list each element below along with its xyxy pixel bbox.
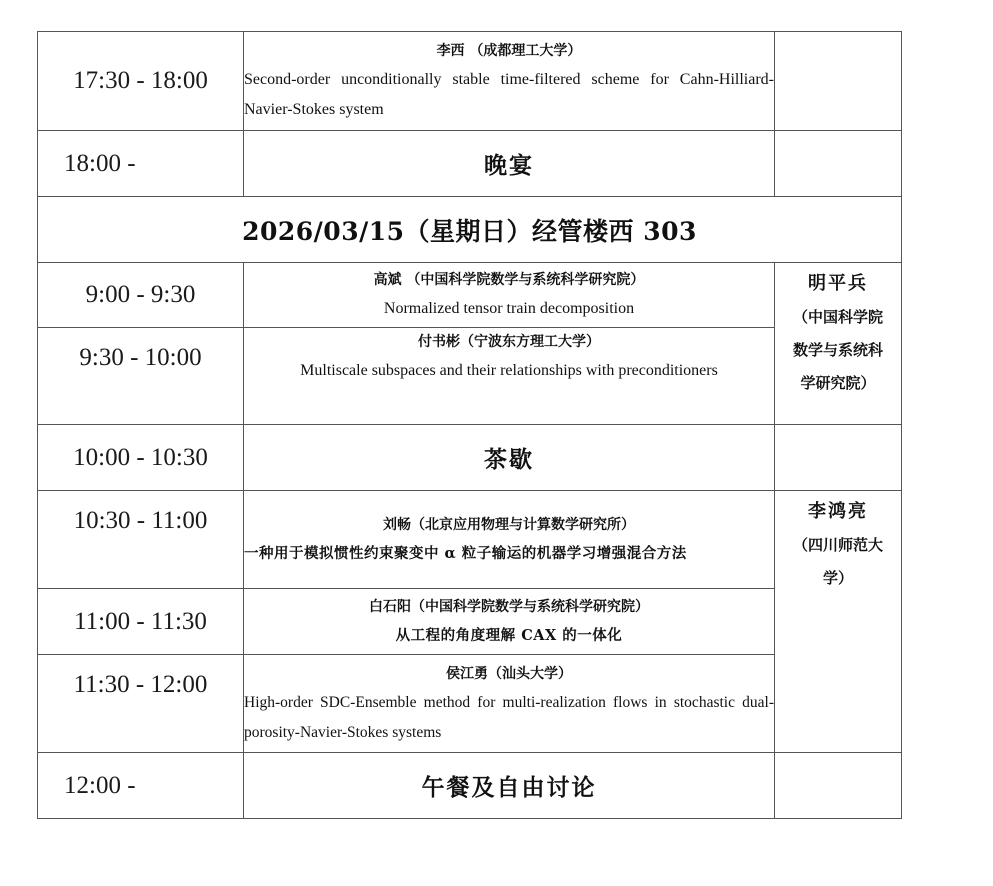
table-row xyxy=(38,32,902,131)
talk-cell xyxy=(244,589,775,655)
talk-title: 一种用于模拟惯性约束聚变中 α 粒子输运的机器学习增强混合方法 xyxy=(244,544,687,562)
table-row xyxy=(38,131,902,197)
tea-break-label: 茶歇 xyxy=(244,425,775,491)
time-cell: 10:30 - 11:00 xyxy=(38,491,244,589)
speaker: 高斌 （中国科学院数学与系统科学研究院） xyxy=(373,272,645,288)
table-row xyxy=(38,655,902,753)
time-cell: 12:00 - xyxy=(38,753,244,819)
lunch-label: 午餐及自由讨论 xyxy=(244,753,775,819)
time-cell: 11:30 - 12:00 xyxy=(38,655,244,753)
dinner-label: 晚宴 xyxy=(244,131,775,197)
talk-cell xyxy=(244,32,775,131)
session-chair xyxy=(775,491,902,753)
time-cell: 11:00 - 11:30 xyxy=(38,589,244,655)
time-cell: 18:00 - xyxy=(38,131,244,197)
speaker: 付书彬（宁波东方理工大学） xyxy=(418,334,600,350)
talk-title: Normalized tensor train decomposition xyxy=(383,300,635,317)
talk-title: Second-order unconditionally stable time-filtered scheme for Cahn-Hilliard-Navier-Stokes system xyxy=(244,71,774,118)
talk-cell xyxy=(244,655,775,753)
talk-title: High-order SDC-Ensemble method for multi-realization flows in stochastic dual-porosity-Navier-Stokes systems xyxy=(244,693,774,741)
time-cell: 10:00 - 10:30 xyxy=(38,425,244,491)
day-header: 2026/03/15（星期日）经管楼西 303 xyxy=(38,197,902,263)
chair-affiliation: （中国科学院数学与系统科学研究院） xyxy=(792,308,883,392)
chair-cell xyxy=(775,753,902,819)
session-chair xyxy=(775,263,902,425)
chair-name: 明平兵 xyxy=(808,273,868,294)
table-row xyxy=(38,263,902,328)
speaker: 白石阳（中国科学院数学与系统科学研究院） xyxy=(369,598,649,615)
table-row xyxy=(38,753,902,819)
time-cell: 9:30 - 10:00 xyxy=(38,328,244,425)
table-row xyxy=(38,197,902,263)
time-cell: 9:00 - 9:30 xyxy=(38,263,244,328)
chair-name: 李鸿亮 xyxy=(808,501,868,522)
table-row xyxy=(38,589,902,655)
chair-cell xyxy=(775,32,902,131)
talk-cell xyxy=(244,263,775,328)
talk-title: 从工程的角度理解 CAX 的一体化 xyxy=(395,626,623,644)
talk-cell xyxy=(244,491,775,589)
speaker: 刘畅（北京应用物理与计算数学研究所） xyxy=(383,516,635,533)
table-row xyxy=(38,491,902,589)
speaker: 李西 （成都理工大学） xyxy=(436,43,582,59)
talk-cell xyxy=(244,328,775,425)
table-row xyxy=(38,328,902,425)
time-cell: 17:30 - 18:00 xyxy=(38,32,244,131)
schedule-table xyxy=(37,31,902,819)
speaker: 侯江勇（汕头大学） xyxy=(446,665,572,682)
table-row xyxy=(38,425,902,491)
talk-title: Multiscale subspaces and their relationships with preconditioners xyxy=(300,362,718,379)
chair-affiliation: （四川师范大学） xyxy=(792,536,883,587)
chair-cell xyxy=(775,131,902,197)
chair-cell xyxy=(775,425,902,491)
